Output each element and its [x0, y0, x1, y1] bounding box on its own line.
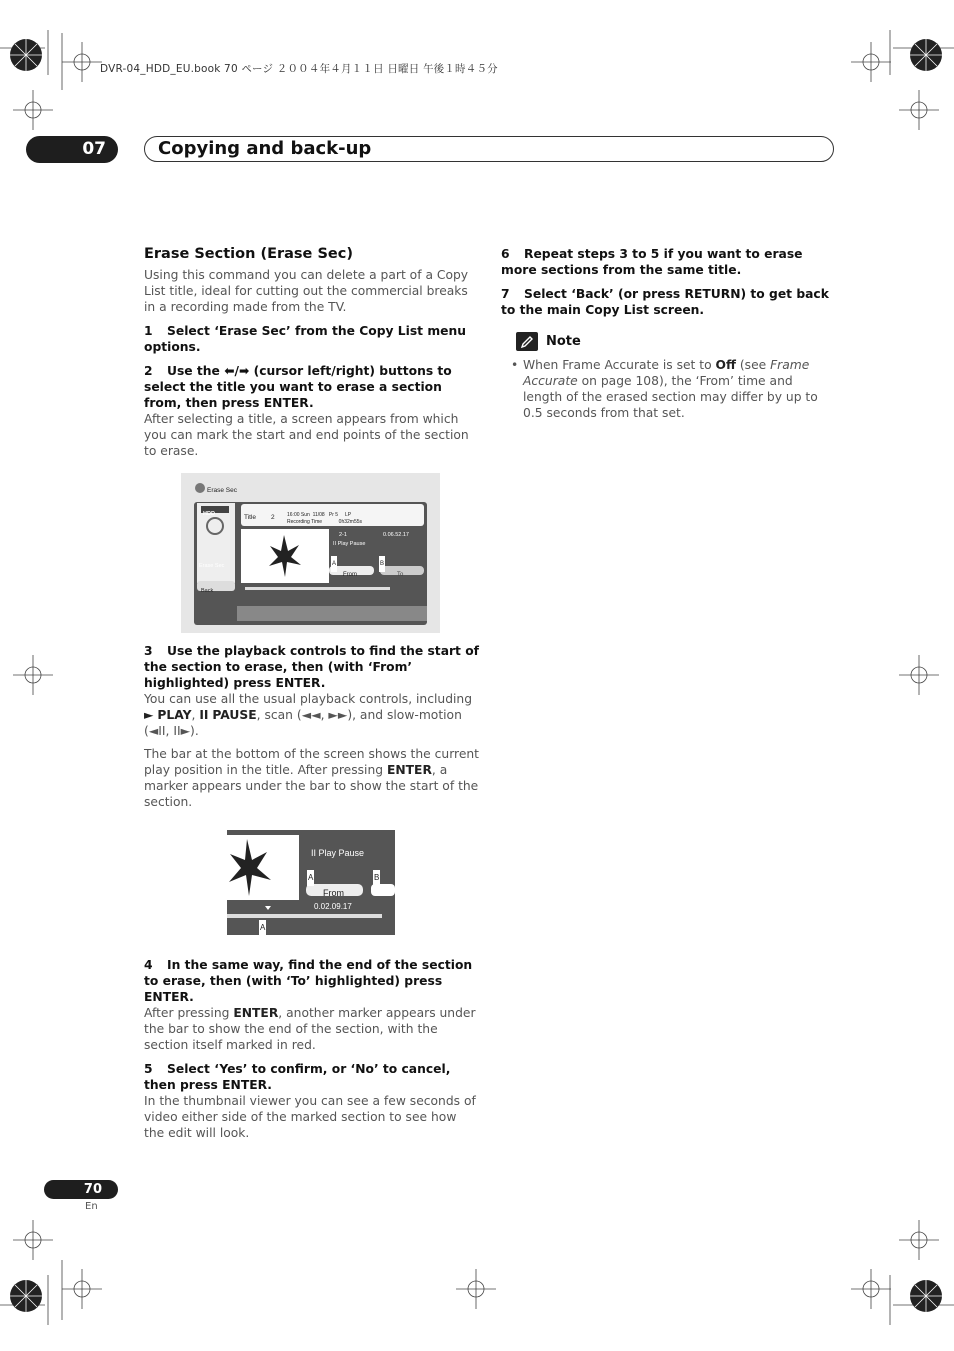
step-4-body: After pressing ENTER, another marker appears under the bar to show the end of the section, with the section itself marked in red. — [144, 1006, 476, 1052]
step-2-body: After selecting a title, a screen appears from which you can mark the start and end points of the section to erase. — [144, 412, 469, 458]
step-2: 2 Use the ⬅/➡ (cursor left/right) buttons to select the title you want to erase a section from, then press ENTER. — [144, 364, 452, 410]
step-6: 6 Repeat steps 3 to 5 if you want to erase more sections from the same title. — [501, 247, 803, 277]
erase-sec-screen — [181, 473, 440, 633]
disc-icon — [206, 517, 224, 535]
osd-menu-erase-sec[interactable]: Erase Sec — [199, 563, 225, 569]
step-3-body-2: The bar at the bottom of the screen shows the current play position in the title. After pressing ENTER, a marker appears under the bar to show the start of the section. — [144, 747, 480, 809]
step-3: 3 Use the playback controls to find the start of the section to erase, then (with ‘From’ highlighted) press ENTER. — [144, 644, 480, 690]
cursor-arrows-icon: ⬅/➡ — [224, 364, 250, 378]
chapter-title: Copying and back-up — [144, 136, 834, 162]
osd-marker-b: B — [379, 556, 385, 572]
osd2-marker-a: A — [307, 870, 314, 886]
osd2-bar-marker: A — [259, 920, 266, 936]
page-language: En — [85, 1201, 98, 1212]
osd2-marker-b: B — [373, 870, 380, 886]
osd-to-button[interactable]: To — [397, 572, 404, 578]
from-marker-screen — [227, 830, 395, 935]
intro-text: Using this command you can delete a part of a Copy List title, ideal for cutting out the commercial breaks in a recording made from the TV. — [144, 268, 469, 314]
step-5: 5 Select ‘Yes’ to confirm, or ‘No’ to cancel, then press ENTER. — [144, 1062, 451, 1092]
osd-marker-a: A — [331, 556, 337, 572]
note-list — [501, 357, 835, 421]
osd-from-button[interactable]: From — [343, 572, 357, 578]
osd-info-line-2: Recording Time 0h32m55s — [287, 519, 363, 525]
book-file-info: DVR-04_HDD_EU.book 70 ページ ２００４年４月１１日 日曜日 午後１時４５分 — [100, 63, 498, 75]
hdd-badge: HDD — [203, 511, 215, 517]
osd-back-button[interactable]: Back — [201, 588, 214, 594]
osd-info-line-1: 16:00 Sun 11/08 Pr 5 LP — [287, 512, 352, 518]
osd-play-status: II Play Pause — [333, 541, 366, 547]
step-7: 7 Select ‘Back’ (or press RETURN) to get back to the main Copy List screen. — [501, 287, 829, 317]
osd2-from-button[interactable]: From — [323, 888, 344, 898]
step-4: 4 In the same way, find the end of the section to erase, then (with ‘To’ highlighted) press ENTER. — [144, 958, 473, 1004]
note-item: • When Frame Accurate is set to Off (see Frame Accurate on page 108), the ‘From’ time and length of the erased section may differ by up to 0.5 seconds from that set. — [523, 357, 835, 421]
page-number: 70 — [44, 1180, 118, 1199]
note-title: Note — [546, 333, 581, 349]
pencil-note-icon — [516, 332, 538, 351]
step-5-body: In the thumbnail viewer you can see a few seconds of video either side of the marked section to see how the edit will look. — [144, 1094, 476, 1140]
right-column — [501, 246, 835, 421]
pause-icon: II — [199, 708, 209, 722]
section-heading: Erase Section (Erase Sec) — [144, 246, 353, 262]
play-icon: ► — [144, 708, 154, 722]
osd-title: Erase Sec — [207, 487, 237, 494]
step-1: 1 Select ‘Erase Sec’ from the Copy List menu options. — [144, 324, 466, 354]
left-column — [144, 245, 480, 1141]
chapter-number: 07 — [26, 136, 118, 163]
osd-title-label: Title — [244, 514, 257, 521]
osd-time: 0.06.52.17 — [383, 532, 409, 538]
osd2-time: 0.02.09.17 — [314, 902, 352, 911]
osd-title-number: 2 — [271, 514, 275, 521]
step-3-body: You can use all the usual playback controls, including ► PLAY, II PAUSE, scan (◄◄, ►►), and slow-motion (◄II, II►). — [144, 692, 473, 738]
osd2-play-status: II Play Pause — [311, 848, 365, 858]
osd-chapter: 2-1 — [339, 532, 347, 538]
note-header — [516, 332, 835, 351]
